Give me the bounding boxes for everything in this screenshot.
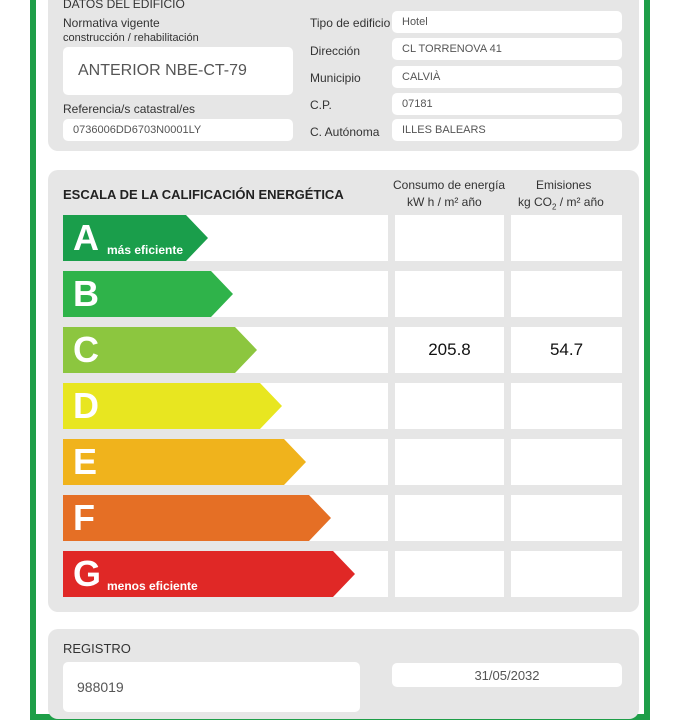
- emisiones-cell-f: [511, 495, 622, 541]
- consumo-cell-g: [395, 551, 504, 597]
- cp-field: 07181: [392, 93, 622, 115]
- energy-bar-g: [63, 551, 355, 597]
- energy-letter-f: F: [73, 497, 95, 538]
- energy-letter-g: G: [73, 553, 102, 594]
- energy-bar-e: [63, 439, 306, 485]
- consumo-cell-d: [395, 383, 504, 429]
- cp-label: C.P.: [310, 98, 332, 112]
- emisiones-header: Emisiones: [536, 178, 592, 192]
- energy-letter-e: E: [73, 441, 98, 482]
- consumo-cell-b: [395, 271, 504, 317]
- building-section-title: DATOS DEL EDIFICIO: [63, 0, 185, 11]
- consumo-cell-c: 205.8: [395, 327, 504, 373]
- energy-letter-c: C: [73, 329, 99, 370]
- direccion-label: Dirección: [310, 44, 361, 58]
- energy-bar-c: [63, 327, 257, 373]
- consumo-cell-e: [395, 439, 504, 485]
- municipio-label: Municipio: [310, 71, 361, 85]
- registro-number-field: 988019: [63, 662, 360, 712]
- ref-catastral-field: 0736006DD6703N0001LY: [63, 119, 293, 141]
- municipio-field: CALVIÀ: [392, 66, 622, 88]
- energy-bar-f: [63, 495, 331, 541]
- consumo-units: kW h / m² año: [407, 195, 482, 209]
- emisiones-cell-e: [511, 439, 622, 485]
- tipo-edificio-label: Tipo de edificio: [310, 16, 391, 30]
- energy-letter-a: A: [73, 217, 99, 258]
- emisiones-cell-d: [511, 383, 622, 429]
- emisiones-cell-a: [511, 215, 622, 261]
- energy-scale-title: ESCALA DE LA CALIFICACIÓN ENERGÉTICA: [63, 187, 344, 202]
- worst-efficiency-label: menos eficiente: [107, 579, 198, 593]
- normativa-label: Normativa vigente: [63, 16, 160, 30]
- registro-date-field: 31/05/2032: [392, 663, 622, 687]
- normativa-field: ANTERIOR NBE-CT-79: [63, 47, 293, 95]
- tipo-edificio-field: Hotel: [392, 11, 622, 33]
- autonoma-field: ILLES BALEARS: [392, 119, 622, 141]
- emisiones-cell-c: 54.7: [511, 327, 622, 373]
- energy-bar-b: [63, 271, 233, 317]
- consumo-cell-f: [395, 495, 504, 541]
- emisiones-units: kg $CO_2 / m^2$ año: [518, 195, 604, 212]
- energy-letter-d: D: [73, 385, 99, 426]
- best-efficiency-label: más eficiente: [107, 243, 184, 257]
- emisiones-cell-g: [511, 551, 622, 597]
- consumo-cell-a: [395, 215, 504, 261]
- direccion-field: CL TORRENOVA 41: [392, 38, 622, 60]
- normativa-sublabel: construcción / rehabilitación: [63, 32, 199, 44]
- ref-catastral-label: Referencia/s catastral/es: [63, 102, 196, 116]
- emisiones-cell-b: [511, 271, 622, 317]
- energy-bar-d: [63, 383, 282, 429]
- consumo-header: Consumo de energía: [393, 178, 506, 192]
- autonoma-label: C. Autónoma: [310, 125, 380, 139]
- registro-title: REGISTRO: [63, 641, 131, 656]
- energy-bar-a: [63, 215, 208, 261]
- energy-letter-b: B: [73, 273, 99, 314]
